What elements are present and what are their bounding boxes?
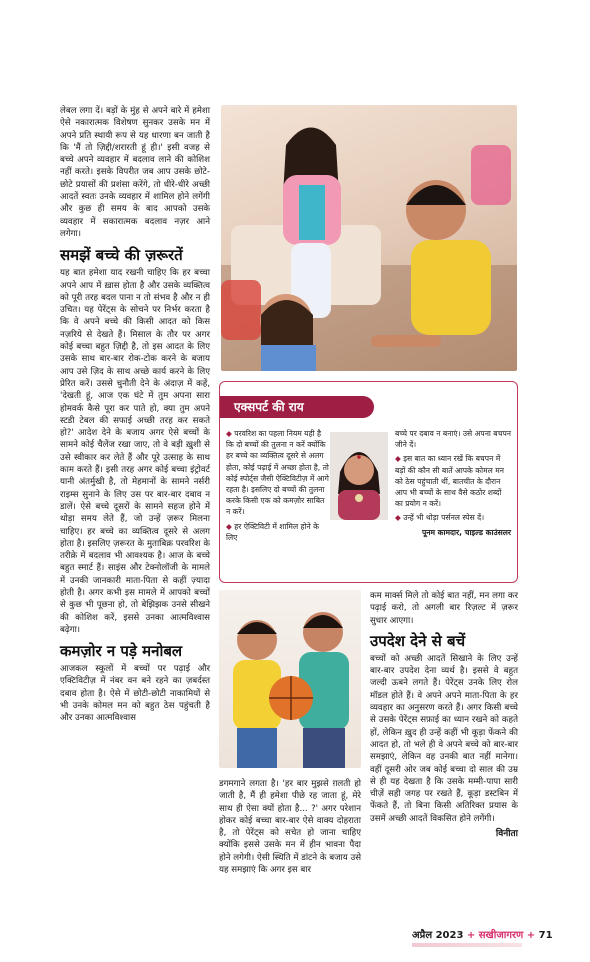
- expert-opinion-box: [219, 381, 518, 583]
- footer-separator: +: [466, 930, 476, 941]
- bullet-icon: ◆: [226, 521, 235, 531]
- footer-separator-2: +: [526, 930, 536, 941]
- heading-morale: कमज़ोर न पड़े मनोबल: [60, 642, 183, 661]
- right-para-2: बच्चों को अच्छी आदतें सिखाने के लिए उन्हें बार-बार उपदेश देना व्यर्थ है। इससे वे बहुत जल्दी ऊबने लगते हैं। पेरेंट्स उनके लिए रोल मॉडल होते हैं। वे अपने अपने माता-पिता के हर व्यवहार का अनुसरण करते हैं। अगर किसी बच्चे से उसके पेरेंट्स सफ़ाई का ध्यान रखने को कहते हों, लेकिन ख़ुद ही उन्हें कहीं भी कूड़ा फेंकने की आदत हो, तो भले ही वे अपने बच्चे को बार-बार समझाएं, लेकिन वह उनकी बात नहीं मानेगा। वहीं दूसरी ओर जब कोई बच्चा दो साल की उम्र से ही यह देखता है कि उसके मम्मी-पापा सारी चीज़ें सही जगह पर रखते हैं, कूड़ा डस्टबिन में फेंकते हैं, तो बिना किसी अतिरिक्त प्रयास के उसमें अच्छी आदतें विकसित होने लगेंगी।: [370, 653, 518, 824]
- boys-basketball-photo: [219, 590, 361, 768]
- left-para-2: यह बात हमेशा याद रखनी चाहिए कि हर बच्चा अपने आप में ख़ास होता है और उसके व्यक्तित्व को पूरी तरह बदल पाना न तो संभव है और न ही उचित। यह पेरेंट्स के सोचने पर निर्भर करता है कि वे अपने बच्चे की किसी आदत को किस नज़रिये से देखते हैं। मिसाल के तौर पर अगर कोई बच्चा बहुत ज़िद्दी है, तो इस आदत के लिए उसके साथ बार-बार रोक-टोक करने के बजाय आप उसे ज़िद के साथ अच्छे कार्य करने के लिए प्रेरित करें। उससे चुनौती देने के अंदाज़ में कहें, 'देखती हूं, आज एक घंटे में तुम अपना सारा होमवर्क कैसे पूरा कर पाते हो, क्या तुम अपने स्टडी टेबल की सफाई अच्छी तरह कर सकते हो?' आदेश देने के बजाय अगर ऐसे बच्चों के सामने कोई चैलेंज रखा जाए, तो वे बड़ी ख़ुशी से उसे स्वीकार कर लेते हैं और पूरे उत्साह के साथ काम करते हैं। इसी तरह अगर कोई बच्चा इंट्रोवर्ट यानी अंतर्मुखी है, तो मेहमानों के सामने नर्सरी राइम्स सुनाने के लिए उस पर बार-बार दबाव न डालें। ऐसे बच्चे दूसरों के सामने सहज होने में थोड़ा समय लेते हैं, जो उन्हें ज़रूर मिलना चाहिए। हर बच्चे का व्यक्तित्व दूसरे से अलग होता है। इसलिए ज़रूरत के मुताबिक़ परवरिश के तरीक़े में बदलाव भी आवश्यक है। आज के बच्चे बहुत स्मार्ट हैं। साइंस और टेक्नोलॉजी के मामले में उनकी जानकारी माता-पिता से कहीं ज़्यादा होती है। अगर कभी इस मामले में आपको बच्चों से कुछ भी पूछना हो, तो बेझिझक उनसे सीखने की कोशिश करें, इससे उनका आत्मविश्वास बढ़ेगा।: [60, 268, 210, 635]
- expert-box-title: एक्सपर्ट की राय: [220, 396, 374, 418]
- left-para-3: आजकल स्कूलों में बच्चों पर पढ़ाई और एक्टिविटीज़ में नंबर वन बने रहने का ज़बर्दस्त दबाव होता है। ऐसे में छोटी-छोटी नाकामियों से भी उनके कोमल मन को बहुत ठेस पहुंचती है और उनका आत्मविश्वास: [60, 664, 210, 724]
- expert-col-1: [226, 428, 329, 543]
- expert-col3-lead: बच्चे पर दबाव न बनाएं। उसे अपना बचपन जीने दें।: [395, 429, 511, 450]
- left-para-1: लेबल लगा दें। बड़ों के मुंह से अपने बारे में हमेशा ऐसे नकारात्मक विशेषण सुनकर उसके मन में अपने प्रति स्थायी रूप से यह धारणा बन जाती है कि 'मैं तो ज़िद्दी/शरारती हूं ही।' इसी वजह से बच्चे अपने व्यवहार में बदलाव लाने की कोशिश नहीं करते। इसके विपरीत जब आप उसके छोटे-छोटे प्रयासों की प्रशंसा करेंगे, तो धीरे-धीरे अच्छी आदतें स्वतः उनके व्यवहार में शामिल होने लगेंगी और कुछ ही समय के बाद आपको उसके व्यवहार में सकारात्मक बदलाव नज़र आने लगेगा।: [60, 106, 210, 239]
- expert-point-1: ◆ परवरिश का पहला नियम यही है कि दो बच्चों की तुलना न करें क्योंकि हर बच्चे का व्यक्तित्व दूसरे से अलग होता, कोई पढ़ाई में अच्छा होता है, तो कोई स्पोर्ट्स जैसी ऐक्टिविटीज़ में आगे रहता है। इसलिए दो बच्चों की तुलना करके किसी एक को कमज़ोर साबित न करें।: [226, 429, 329, 517]
- right-column: [370, 590, 518, 839]
- expert-point-2: ◆ हर ऐक्टिविटी में शामिल होने के लिए: [226, 521, 319, 542]
- page-footer: [412, 927, 553, 941]
- expert-point-4: ◆ उन्हें भी थोड़ा पर्सनल स्पेस दें।: [395, 513, 485, 523]
- footer-month: अप्रैल 2023: [412, 930, 464, 941]
- middle-para: डगमगाने लगता है। 'हर बार मुझसे ग़लती हो जाती है, मैं ही हमेशा पीछे रह जाता हूं, मेरे साथ ही ऐसा क्यों होता है... ?' अगर परेशान होकर कोई बच्चा बार-बार ऐसे वाक्य दोहराता है, तो पेरेंट्स को सचेत हो जाना चाहिए क्योंकि इससे उसके मन में हीन भावना पैदा होने लगेगी। ऐसी स्थिति में डांटने के बजाय उसे यह समझाएं कि अगर इस बार: [219, 779, 361, 876]
- heading-understand-needs: समझें बच्चे की ज़रूरतें: [60, 246, 183, 265]
- boys-basketball-illustration: [219, 590, 361, 768]
- expert-credit: पूनम कामदार, चाइल्ड काउंसलर: [421, 527, 511, 537]
- article-author: विनीता: [495, 829, 518, 840]
- footer-page-number: 71: [538, 930, 553, 941]
- expert-portrait: [330, 432, 388, 520]
- footer-magazine: सखीजागरण: [478, 930, 524, 941]
- heading-avoid-preaching: उपदेश देने से बचें: [370, 631, 466, 650]
- left-column: [60, 105, 210, 725]
- expert-col-3: [395, 428, 511, 538]
- family-photo: [221, 105, 517, 371]
- expert-portrait-illustration: [330, 432, 388, 520]
- bullet-icon: ◆: [395, 513, 404, 523]
- bullet-icon: ◆: [226, 429, 235, 438]
- expert-point-3: ◆ इस बात का ध्यान रखें कि बचपन में बड़ों की कौन सी बातें आपके कोमल मन को ठेस पहुंचाती थीं, बातचीत के दौरान आप भी बच्चों के साथ वैसे कठोर शब्दों का प्रयोग न करें।: [395, 454, 504, 509]
- family-photo-illustration: [221, 105, 517, 371]
- bullet-icon: ◆: [395, 454, 404, 464]
- middle-column: [219, 778, 361, 876]
- right-para-1: कम मार्क्स मिले तो कोई बात नहीं, मन लगा कर पढ़ाई करो, तो अगली बार रिज़ल्ट में ज़रूर सुधार आएगा।: [370, 591, 518, 626]
- footer-strip: [412, 943, 522, 947]
